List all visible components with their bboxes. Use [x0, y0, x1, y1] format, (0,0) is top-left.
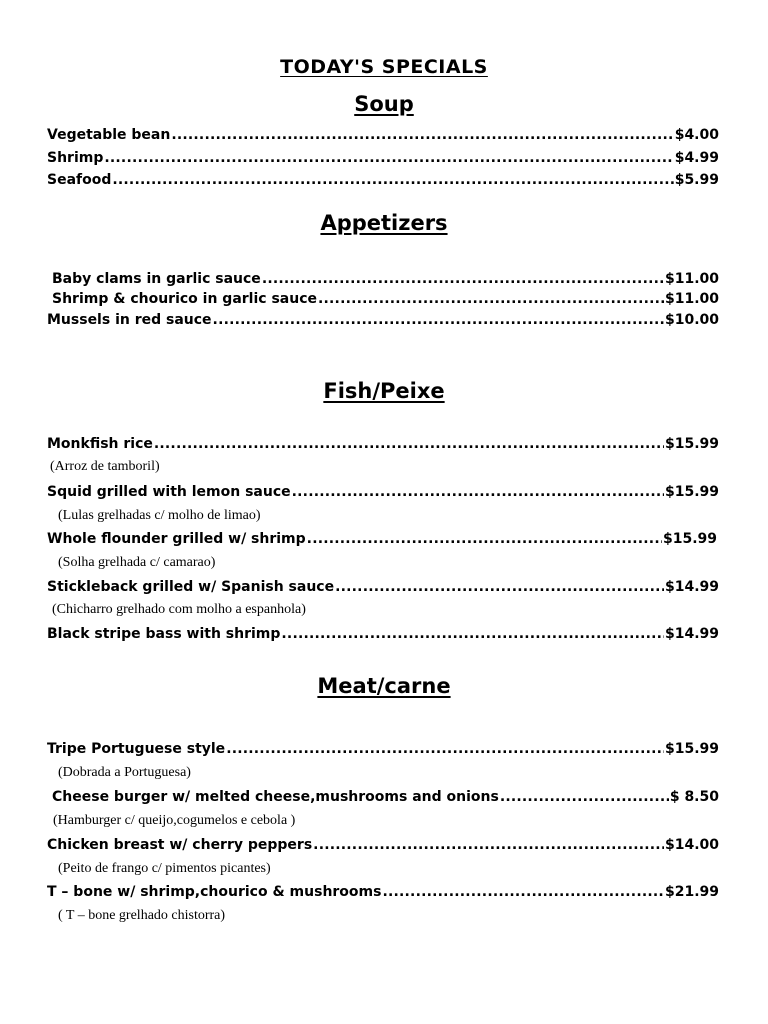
menu-item-price: $15.99	[662, 531, 717, 547]
menu-item-price: $5.99	[674, 172, 719, 188]
dot-leader	[318, 292, 664, 306]
menu-item	[47, 627, 719, 641]
menu-item	[52, 272, 719, 286]
dot-leader	[292, 485, 664, 499]
menu-item-name: Whole flounder grilled w/ shrimp	[47, 531, 306, 547]
menu-item	[47, 838, 719, 852]
dot-leader	[281, 627, 664, 641]
page-title: TODAY'S SPECIALS	[280, 56, 488, 78]
menu-item-name: Vegetable bean	[47, 127, 171, 143]
menu-item-name: T – bone w/ shrimp,chourico & mushrooms	[47, 884, 382, 900]
dot-leader	[307, 532, 662, 546]
menu-item-name: Baby clams in garlic sauce	[52, 271, 261, 287]
menu-item-name: Seafood	[47, 172, 112, 188]
section-heading-soup: Soup	[354, 92, 414, 116]
menu-item-name: Monkfish rice	[47, 436, 153, 452]
dot-leader	[154, 437, 664, 451]
menu-item-translation: (Dobrada a Portuguesa)	[58, 765, 191, 780]
menu-item	[52, 790, 719, 804]
menu-item	[47, 173, 719, 187]
menu-item-translation: (Hamburger c/ queijo,cogumelos e cebola )	[53, 813, 296, 828]
menu-item-name: Stickleback grilled w/ Spanish sauce	[47, 579, 335, 595]
menu-item-price: $4.99	[674, 150, 719, 166]
dot-leader	[382, 885, 664, 899]
menu-item	[47, 580, 719, 594]
dot-leader	[262, 272, 664, 286]
menu-item	[47, 128, 719, 142]
menu-item-translation: ( T – bone grelhado chistorra)	[58, 908, 226, 923]
menu-item-translation: (Chicharro grelhado com molho a espanhola)	[52, 602, 306, 617]
menu-item-price: $ 8.50	[669, 789, 719, 805]
menu-item-translation: (Peito de frango c/ pimentos picantes)	[58, 861, 271, 876]
menu-item-translation: (Lulas grelhadas c/ molho de limao)	[58, 508, 261, 523]
section-heading-meat: Meat/carne	[317, 674, 451, 698]
dot-leader	[500, 790, 669, 804]
menu-item	[52, 292, 719, 306]
dot-leader	[226, 742, 664, 756]
menu-item-price: $11.00	[664, 291, 719, 307]
dot-leader	[313, 838, 664, 852]
section-heading-appetizers: Appetizers	[320, 211, 448, 235]
menu-item-price: $15.99	[664, 436, 719, 452]
menu-item-name: Squid grilled with lemon sauce	[47, 484, 291, 500]
menu-item-price: $14.99	[664, 579, 719, 595]
menu-item-name: Shrimp	[47, 150, 104, 166]
menu-item-name: Mussels in red sauce	[47, 312, 212, 328]
menu-item-price: $21.99	[664, 884, 719, 900]
menu-item	[47, 532, 717, 546]
menu-item-translation: (Solha grelhada c/ camarao)	[58, 555, 216, 570]
menu-item-price: $15.99	[664, 741, 719, 757]
dot-leader	[171, 128, 673, 142]
section-heading-fish: Fish/Peixe	[323, 379, 445, 403]
menu-item-translation: (Arroz de tamboril)	[50, 459, 160, 474]
menu-item-price: $15.99	[664, 484, 719, 500]
dot-leader	[112, 173, 673, 187]
menu-item	[47, 151, 719, 165]
menu-item	[47, 742, 719, 756]
menu-item-price: $10.00	[664, 312, 719, 328]
menu-item-name: Black stripe bass with shrimp	[47, 626, 281, 642]
menu-item	[47, 885, 719, 899]
menu-item-price: $14.00	[664, 837, 719, 853]
menu-item-price: $11.00	[664, 271, 719, 287]
menu-item	[47, 485, 719, 499]
menu-item-name: Shrimp & chourico in garlic sauce	[52, 291, 317, 307]
dot-leader	[213, 313, 664, 327]
menu-item-name: Chicken breast w/ cherry peppers	[47, 837, 313, 853]
menu-item-name: Cheese burger w/ melted cheese,mushrooms and onions	[52, 789, 499, 805]
menu-item-price: $4.00	[674, 127, 719, 143]
dot-leader	[335, 580, 664, 594]
dot-leader	[104, 151, 673, 165]
menu-item-price: $14.99	[664, 626, 719, 642]
menu-item	[47, 313, 719, 327]
menu-item	[47, 437, 719, 451]
menu-item-name: Tripe Portuguese style	[47, 741, 226, 757]
